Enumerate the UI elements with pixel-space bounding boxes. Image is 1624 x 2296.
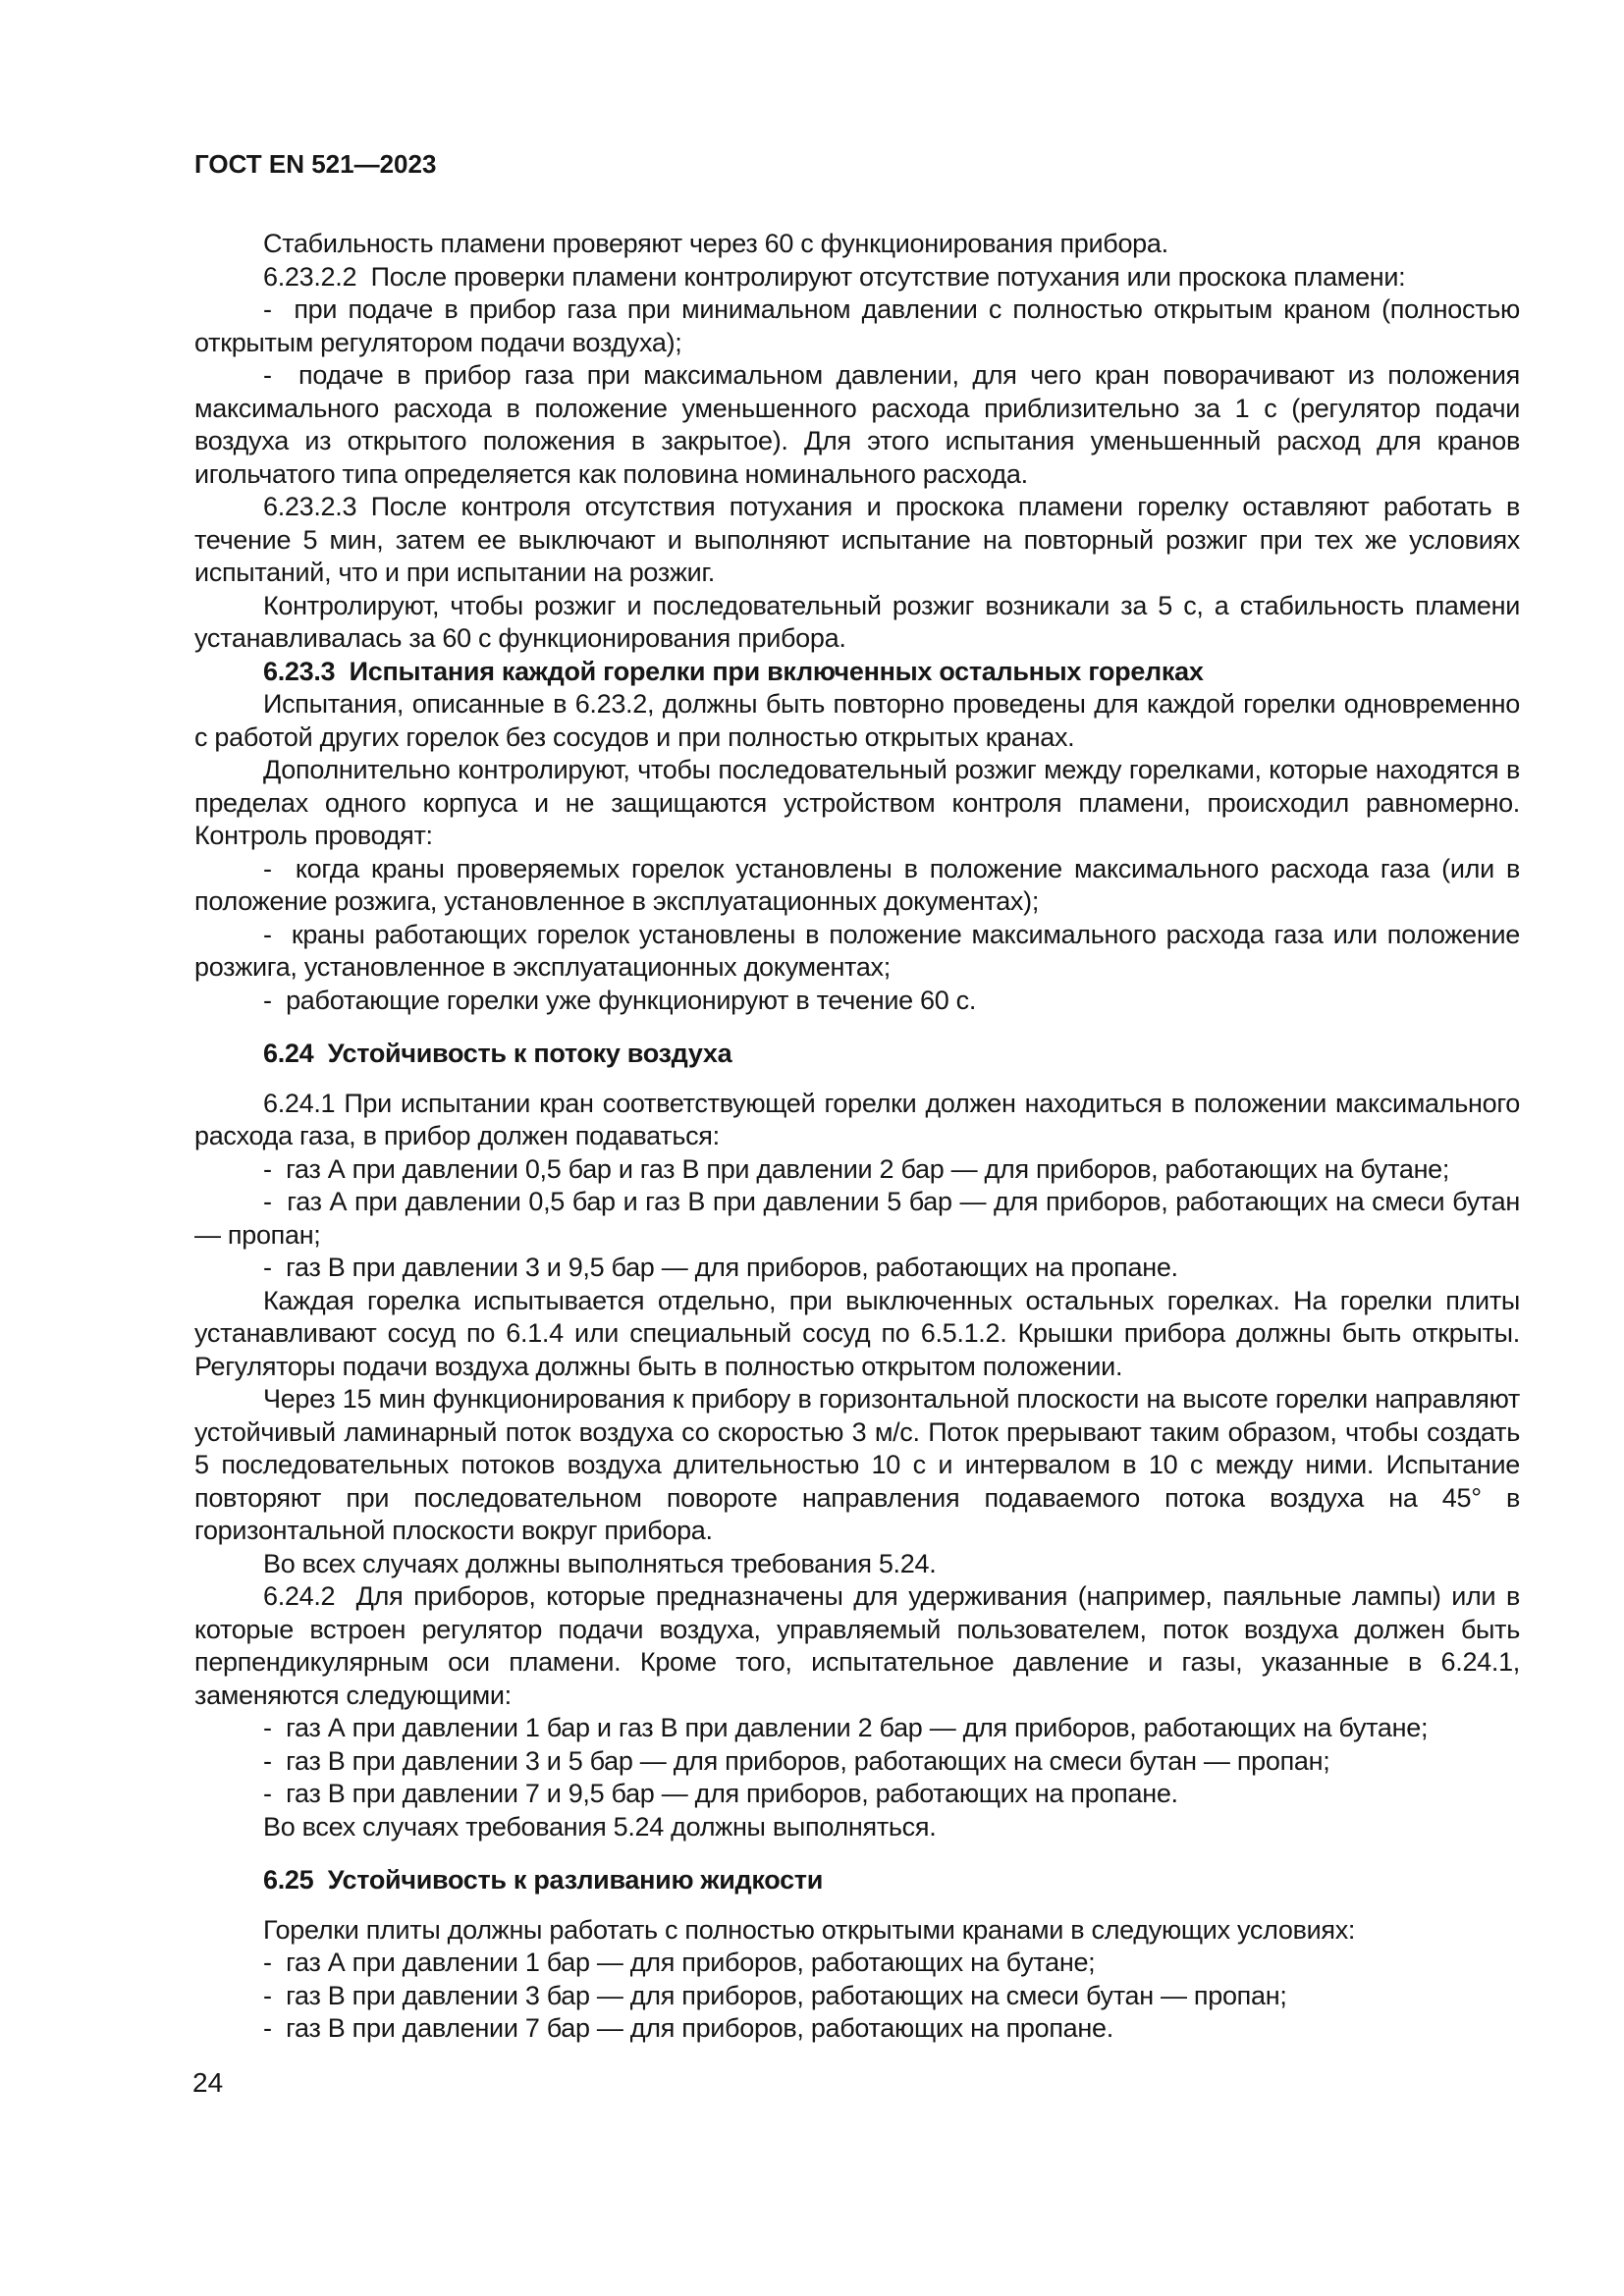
paragraph: Каждая горелка испытывается отдельно, при выключенных остальных горелках. На горелки плиты устанавливают сосуд по 6.1.4 или специальный сосуд по 6.5.1.2. Крышки прибора должны быть открыты. Регуляторы подачи воздуха должны быть в полностью открытом положении. (194, 1285, 1520, 1381)
list-item: - газ В при давлении 3 и 5 бар — для приборов, работающих на смеси бутан — пропан; (263, 1745, 1330, 1776)
list-item: - краны работающих горелок установлены в положение максимального расхода газа или положение розжига, установленное в эксплуатационных документах; (194, 919, 1520, 982)
list-item: - газ А при давлении 0,5 бар и газ В при давлении 2 бар — для приборов, работающих на бутане; (263, 1153, 1450, 1184)
paragraph: Стабильность пламени проверяют через 60 с функционирования прибора. (263, 229, 1168, 258)
list-item: - при подаче в прибор газа при минимальном давлении с полностью открытым краном (полностью открытым регулятором подачи воздуха); (194, 294, 1520, 357)
paragraph: Во всех случаях должны выполняться требования 5.24. (263, 1548, 937, 1578)
list-item: - газ В при давлении 7 и 9,5 бар — для приборов, работающих на пропане. (263, 1779, 1178, 1808)
list-item: - когда краны проверяемых горелок установлены в положение максимального расхода газа (или в положение розжига, установленное в эксплуатационных документах); (194, 853, 1520, 916)
page-number: 24 (192, 2067, 224, 2098)
list-item: - газ А при давлении 0,5 бар и газ В при давлении 5 бар — для приборов, работающих на смеси бутан — пропан; (194, 1187, 1520, 1250)
section-heading-6-24: 6.24 Устойчивость к потоку воздуха (263, 1039, 732, 1068)
list-item: - газ В при давлении 3 и 9,5 бар — для приборов, работающих на пропане. (263, 1253, 1178, 1282)
paragraph: Испытания, описанные в 6.23.2, должны быть повторно проведены для каждой горелки одновременно с работой других горелок без сосудов и при полностью открытых кранах. (194, 689, 1520, 752)
paragraph: 6.24.2 Для приборов, которые предназначены для удерживания (например, паяльные лампы) или в которые встроен регулятор подачи воздуха, управляемый пользователем, поток воздуха должен быть перпендикулярным оси пламени. Кроме того, испытательное давление и газы, указанные в 6.24.1, заменяются следующими: (194, 1581, 1520, 1710)
document-body (194, 228, 1520, 2046)
paragraph: 6.23.2.2 После проверки пламени контролируют отсутствие потухания или проскока пламени: (263, 261, 1406, 292)
paragraph: Дополнительно контролируют, чтобы последовательный розжиг между горелками, которые находятся в пределах одного корпуса и не защищаются устройством контроля пламени, происходил равномерно. Контроль проводят: (194, 755, 1520, 850)
list-item: - газ А при давлении 1 бар — для приборов, работающих на бутане; (263, 1948, 1096, 1977)
section-heading-6-23-3: 6.23.3 Испытания каждой горелки при включенных остальных горелках (263, 656, 1204, 686)
paragraph: 6.24.1 При испытании кран соответствующей горелки должен находиться в положении максимального расхода газа, в прибор должен подаваться: (194, 1088, 1520, 1150)
paragraph: Контролируют, чтобы розжиг и последовательный розжиг возникали за 5 с, а стабильность пламени устанавливалась за 60 с функционирования прибора. (194, 590, 1520, 653)
paragraph: 6.23.2.3 После контроля отсутствия потухания и проскока пламени горелку оставляют работать в течение 5 мин, затем ее выключают и выполняют испытание на повторный розжиг при тех же условиях испытаний, что и при испытании на розжиг. (194, 492, 1520, 587)
list-item: - работающие горелки уже функционируют в течение 60 с. (263, 985, 977, 1015)
list-item: - газ В при давлении 3 бар — для приборов, работающих на смеси бутан — пропан; (263, 1980, 1287, 2010)
document-standard-header: ГОСТ EN 521—2023 (194, 149, 437, 179)
paragraph: Во всех случаях требования 5.24 должны выполняться. (263, 1811, 937, 1842)
paragraph: Горелки плиты должны работать с полностью открытыми кранами в следующих условиях: (263, 1914, 1356, 1945)
list-item: - подаче в прибор газа при максимальном давлении, для чего кран поворачивают из положения максимального расхода в положение уменьшенного расхода приблизительно за 1 с (регулятор подачи воздуха из открытого положения в закрытое). Для этого испытания уменьшенный расход для кранов игольчатого типа определяется как половина номинального расхода. (194, 360, 1520, 489)
list-item: - газ В при давлении 7 бар — для приборов, работающих на пропане. (263, 2013, 1113, 2043)
paragraph: Через 15 мин функционирования к прибору в горизонтальной плоскости на высоте горелки направляют устойчивый ламинарный поток воздуха со скоростью 3 м/с. Поток прерывают таким образом, чтобы создать 5 последовательных потоков воздуха длительностью 10 с и интервалом в 10 с между ними. Испытание повторяют при последовательном повороте направления подаваемого потока воздуха на 45° в горизонтальной плоскости вокруг прибора. (194, 1384, 1520, 1545)
list-item: - газ А при давлении 1 бар и газ В при давлении 2 бар — для приборов, работающих на бутане; (263, 1713, 1429, 1742)
section-heading-6-25: 6.25 Устойчивость к разливанию жидкости (263, 1865, 824, 1895)
